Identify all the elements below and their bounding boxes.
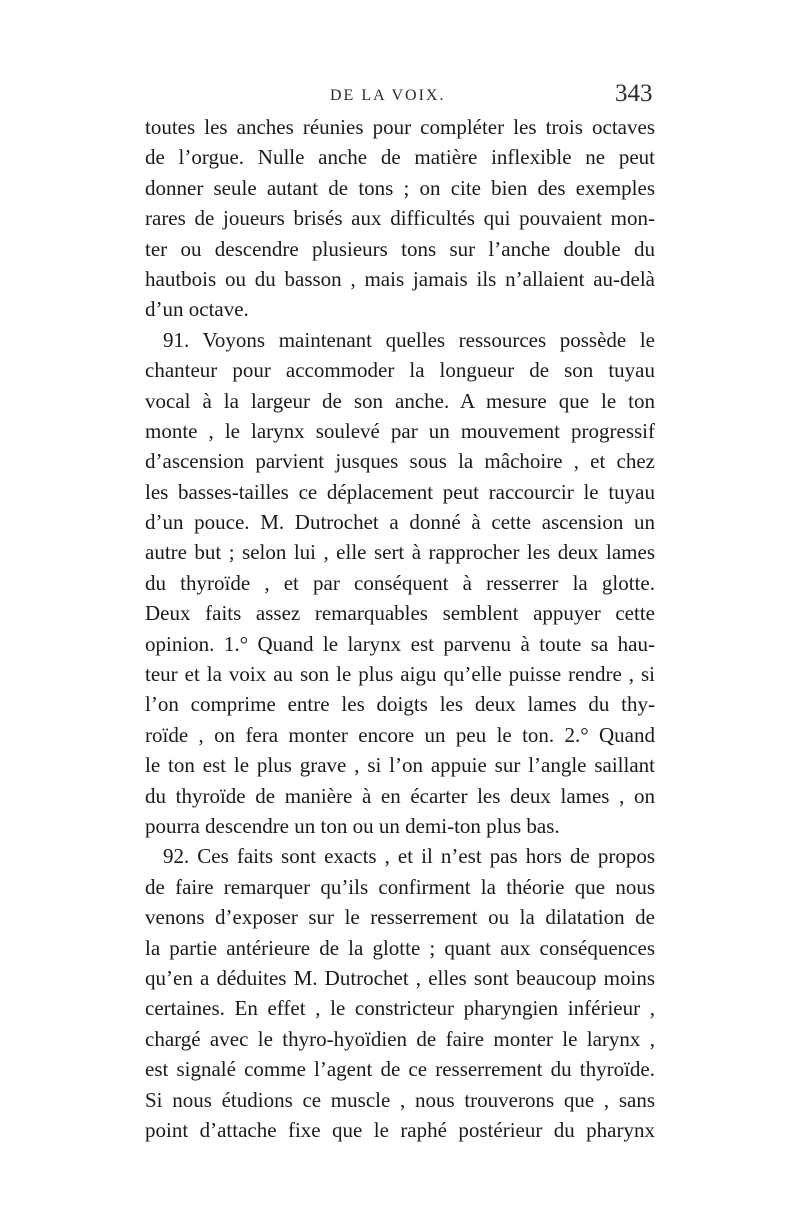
text-line: ter ou descendre plusieurs tons sur l’anche double du — [145, 236, 655, 261]
text-line: venons d’exposer sur le resserrement ou la dilatation de — [145, 905, 655, 930]
text-line: teur et la voix au son le plus aigu qu’elle puisse rendre , si — [145, 662, 655, 687]
text-line: chanteur pour accommoder la longueur de son tuyau — [145, 358, 655, 383]
text-line: le ton est le plus grave , si l’on appuie sur l’angle saillant — [145, 753, 655, 778]
text-line: de l’orgue. Nulle anche de matière inflexible ne peut — [145, 145, 655, 170]
text-line: certaines. En effet , le constricteur pharyngien inférieur , — [145, 996, 655, 1021]
text-line: d’un octave. — [145, 297, 249, 322]
text-line: toutes les anches réunies pour compléter les trois octaves — [145, 115, 655, 139]
text-line: est signalé comme l’agent de ce resserrement du thyroïde. — [145, 1057, 655, 1082]
text-line: 92. Ces faits sont exacts , et il n’est pas hors de propos — [163, 844, 655, 869]
text-line: Si nous étudions ce muscle , nous trouverons que , sans — [145, 1087, 655, 1112]
page-number: 343 — [615, 80, 653, 107]
text-line: d’un pouce. M. Dutrochet a donné à cette ascension un — [145, 510, 655, 535]
text-line: monte , le larynx soulevé par un mouvement progressif — [145, 418, 655, 443]
text-line: du thyroïde de manière à en écarter les deux lames , on — [145, 783, 655, 808]
text-line: rares de joueurs brisés aux difficultés qui pouvaient mon- — [145, 206, 655, 231]
text-line: Deux faits assez remarquables semblent appuyer cette — [145, 601, 655, 626]
text-line: du thyroïde , et par conséquent à resserrer la glotte. — [145, 570, 655, 595]
text-line: roïde , on fera monter encore un peu le ton. 2.° Quand — [145, 722, 655, 747]
running-title: DE LA VOIX. — [330, 87, 446, 104]
body-text — [145, 112, 655, 1145]
text-line: opinion. 1.° Quand le larynx est parvenu à toute sa hau- — [145, 631, 655, 656]
text-line: qu’en a déduites M. Dutrochet , elles sont beaucoup moins — [145, 965, 655, 990]
text-line: vocal à la largeur de son anche. A mesure que le ton — [145, 388, 655, 413]
text-line: pourra descendre un ton ou un demi-ton plus bas. — [145, 813, 560, 838]
text-line: autre but ; selon lui , elle sert à rapprocher les deux lames — [145, 540, 655, 565]
text-line: d’ascension parvient jusques sous la mâchoire , et chez — [145, 449, 655, 474]
text-line: les basses-tailles ce déplacement peut raccourcir le tuyau — [145, 479, 655, 504]
text-line: chargé avec le thyro-hyoïdien de faire monter le larynx , — [145, 1026, 655, 1051]
text-line: la partie antérieure de la glotte ; quant aux conséquences — [145, 935, 655, 960]
text-line: point d’attache fixe que le raphé postérieur du pharynx — [145, 1117, 655, 1142]
text-line: l’on comprime entre les doigts les deux lames du thy- — [145, 692, 655, 717]
text-line: donner seule autant de tons ; on cite bien des exemples — [145, 175, 655, 200]
text-line: de faire remarquer qu’ils confirment la théorie que nous — [145, 874, 655, 899]
text-line: hautbois ou du basson , mais jamais ils n’allaient au-delà — [145, 266, 655, 291]
text-line: 91. Voyons maintenant quelles ressources possède le — [163, 327, 655, 352]
